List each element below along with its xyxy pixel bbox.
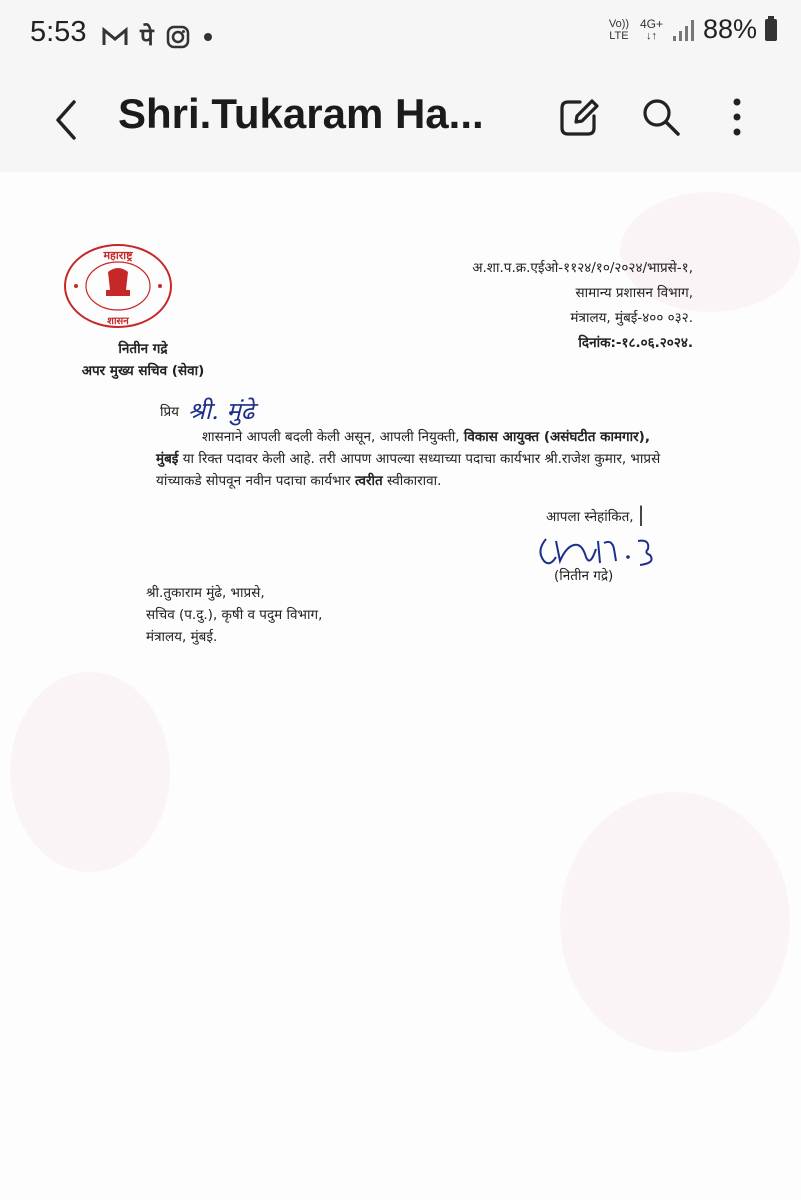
edit-icon bbox=[554, 92, 604, 142]
reference-block bbox=[472, 256, 693, 356]
background-smudge bbox=[10, 672, 170, 872]
closing-mark: | bbox=[637, 502, 645, 526]
edit-button[interactable] bbox=[554, 92, 604, 142]
body-bold-text: मुंबई bbox=[156, 451, 179, 467]
body-text: स्वीकारावा. bbox=[387, 473, 442, 489]
letter-body bbox=[156, 426, 696, 492]
sender-block bbox=[52, 338, 234, 382]
signatory-name: (नितीन गद्रे) bbox=[554, 568, 614, 584]
instagram-icon bbox=[166, 25, 190, 49]
reference-number: अ.शा.प.क्र.एईओ-११२४/१०/२०२४/भाप्रसे-१, bbox=[472, 260, 693, 276]
sender-name: नितीन गद्रे bbox=[118, 341, 168, 357]
addressee-name: श्री.तुकाराम मुंढे, भाप्रसे, bbox=[146, 585, 265, 601]
sender-designation: अपर मुख्य सचिव (सेवा) bbox=[81, 363, 205, 379]
handwritten-addressee-name: श्री. मुंढे bbox=[188, 397, 255, 425]
app-bar bbox=[0, 72, 801, 172]
addressee-designation: सचिव (प.दु.), कृषी व पदुम विभाग, bbox=[146, 607, 323, 623]
app-title: Shri.Tukaram Ha... bbox=[118, 90, 484, 137]
address: मंत्रालय, मुंबई-४०० ०३२. bbox=[570, 310, 693, 326]
signal-icon bbox=[671, 19, 695, 41]
maharashtra-government-seal bbox=[62, 242, 174, 330]
salutation: प्रिय bbox=[160, 404, 180, 420]
back-icon bbox=[44, 92, 94, 148]
body-bold-text: त्वरीत bbox=[354, 473, 383, 489]
dot-icon bbox=[202, 31, 214, 43]
background-smudge bbox=[560, 792, 790, 1052]
volte-icon: Vo)) LTE bbox=[608, 17, 630, 42]
document-page[interactable] bbox=[0, 172, 801, 1200]
status-bar bbox=[0, 0, 801, 72]
more-vertical-icon bbox=[712, 92, 762, 142]
department: सामान्य प्रशासन विभाग, bbox=[575, 285, 693, 301]
letter-date: दिनांक:-१८.०६.२०२४. bbox=[578, 335, 693, 351]
search-button[interactable] bbox=[636, 92, 686, 142]
network-4g-icon: 4G+ ↓↑ bbox=[639, 16, 663, 42]
notification-icons bbox=[102, 20, 214, 53]
more-options-button[interactable] bbox=[712, 92, 762, 142]
body-text: या रिक्त पदावर केली आहे. तरी आपण आपल्या सध्याच्या पदाचा कार्यभार श्री.राजेश कुमार, भाप्रसे bbox=[182, 451, 661, 467]
network-label: 4G+ bbox=[639, 16, 663, 31]
body-bold-text: विकास आयुक्त (असंघटीत कामगार), bbox=[463, 429, 650, 445]
closing-line: आपला स्नेहांकित, bbox=[546, 509, 634, 525]
status-time: 5:53 bbox=[30, 16, 87, 48]
addressee-block bbox=[146, 582, 322, 648]
status-right bbox=[606, 14, 777, 45]
addressee-address: मंत्रालय, मुंबई. bbox=[146, 629, 218, 645]
seal-top-text: महाराष्ट्र bbox=[103, 249, 133, 262]
phonepe-icon: पे bbox=[140, 24, 154, 51]
back-button[interactable] bbox=[44, 92, 94, 148]
closing-text bbox=[546, 502, 644, 526]
body-text: शासनाने आपली बदली केली असून, आपली नियुक्ती, bbox=[202, 429, 460, 445]
battery-percent: 88% bbox=[702, 14, 757, 44]
body-text: यांच्याकडे सोपवून नवीन पदाचा कार्यभार bbox=[156, 473, 351, 489]
gmail-icon bbox=[102, 27, 128, 47]
search-icon bbox=[636, 92, 686, 142]
seal-bottom-text: शासन bbox=[107, 316, 129, 327]
battery-icon bbox=[765, 19, 777, 41]
